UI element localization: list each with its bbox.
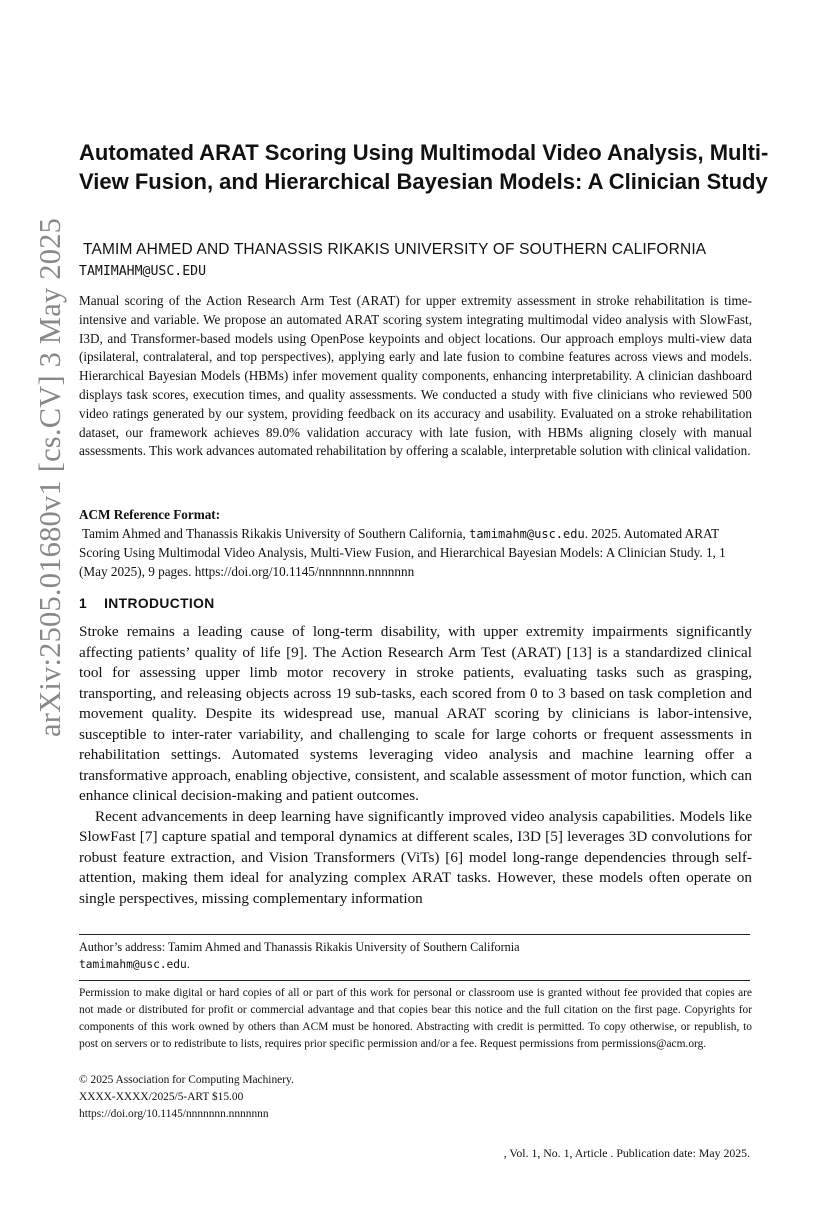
acm-reference-email: tamimahm@usc.edu: [469, 527, 585, 541]
author-address-text: Author’s address: Tamim Ahmed and Thanassis Rikakis University of Southern California: [79, 940, 520, 954]
issn-line: XXXX-XXXX/2025/5-ART $15.00: [79, 1091, 244, 1103]
section-number: 1: [79, 596, 88, 611]
author-address: [79, 939, 520, 973]
footnote-divider: [79, 934, 750, 935]
abstract: Manual scoring of the Action Research Arm Test (ARAT) for upper extremity assessment in stroke rehabilitation is time-intensive and variable. We propose an automated ARAT scoring system integrating multimodal video analysis with SlowFast, I3D, and Transformer-based models using OpenPose keypoints and object locations. Our approach employs multi-view data (ipsilateral, contralateral, and top perspectives), applying early and late fusion to combine features across views and models. Hierarchical Bayesian Models (HBMs) infer movement quality components, enhancing interpretability. A clinician dashboard displays task scores, execution times, and quality assessments. We conducted a study with five clinicians who reviewed 500 video ratings generated by our system, providing feedback on its accuracy and usability. Evaluated on a stroke rehabilitation dataset, our framework achieves 89.0% validation accuracy with late fusion, with HBMs aligning closely with manual assessments. This work advances automated rehabilitation by offering a scalable, interpretable solution with clinical validation.: [79, 293, 752, 459]
author-address-period: .: [186, 957, 190, 971]
page-footer: , Vol. 1, No. 1, Article . Publication date: May 2025.: [503, 1146, 750, 1160]
copyright-block: [79, 1072, 294, 1123]
intro-paragraph-1: Stroke remains a leading cause of long-term disability, with upper extremity impairments significantly affecting patients’ quality of life [9]. The Action Research Arm Test (ARAT) [13] is a standardized clinical tool for assessing upper limb motor recovery in stroke patients, evaluating tasks such as grasping, transporting, and releasing objects across 19 sub-tasks, each scored from 0 to 3 based on task completion and movement quality. Despite its widespread use, manual ARAT scoring by clinicians is labor-intensive, susceptible to inter-rater variability, and challenging to scale for large cohorts or frequent assessments in rehabilitation settings. Automated systems leveraging video analysis and machine learning offer a transformative approach, enabling objective, consistent, and scalable assessment of motor function, which can enhance clinical decision-making and patient outcomes.: [79, 623, 752, 804]
introduction-body: [79, 622, 752, 909]
acm-reference-heading: ACM Reference Format:: [79, 507, 221, 522]
acm-reference-authors: Tamim Ahmed and Thanassis Rikakis University of Southern California,: [82, 526, 470, 541]
author-line: TAMIM AHMED AND THANASSIS RIKAKIS UNIVERSITY OF SOUTHERN CALIFORNIA: [83, 241, 707, 258]
permission-notice: Permission to make digital or hard copies of all or part of this work for personal or classroom use is granted without fee provided that copies are not made or distributed for profit or commercial advantage and that copies bear this notice and the full citation on the first page. Copyrights for components of this work owned by others than ACM must be honored. Abstracting with credit is permitted. To copy otherwise, or republish, to post on servers or to redistribute to lists, requires prior specific permission and/or a fee. Request permissions from permissions@acm.org.: [79, 987, 752, 1050]
section-heading-introduction: [79, 596, 215, 611]
paper-title: Automated ARAT Scoring Using Multimodal Video Analysis, Multi-View Fusion, and Hierarchical Bayesian Models: A Clinician Study: [79, 140, 769, 194]
author-address-email: tamimahm@usc.edu: [79, 958, 187, 971]
arxiv-sidebar: [27, 217, 67, 737]
arxiv-identifier: arXiv:2505.01680v1 [cs.CV] 3 May 2025: [33, 217, 67, 737]
author-email: TAMIMAHM@USC.EDU: [79, 264, 207, 279]
doi-line: https://doi.org/10.1145/nnnnnnn.nnnnnnn: [79, 1108, 269, 1120]
permission-divider: [79, 980, 750, 981]
acm-reference-citation: . 2025. Automated ARAT Scoring Using Multimodal Video Analysis, Multi-View Fusion, and Hierarchical Bayesian Models: A Clinician Study. 1, 1 (May 2025), 9 pages. https://doi.org/10.1145/nnnnnnn.nnnnnnn: [79, 526, 726, 579]
acm-reference: [79, 525, 752, 581]
intro-paragraph-2: Recent advancements in deep learning have significantly improved video analysis capabilities. Models like SlowFast [7] capture spatial and temporal dynamics at different scales, I3D [5] leverages 3D convolutions for robust feature extraction, and Vision Transformers (ViTs) [6] model long-range dependencies through self-attention, making them ideal for analyzing complex ARAT tasks. However, these models often operate on single perspectives, missing complementary information: [79, 807, 752, 907]
section-title: INTRODUCTION: [104, 596, 215, 611]
copyright-line: © 2025 Association for Computing Machinery.: [79, 1074, 294, 1086]
